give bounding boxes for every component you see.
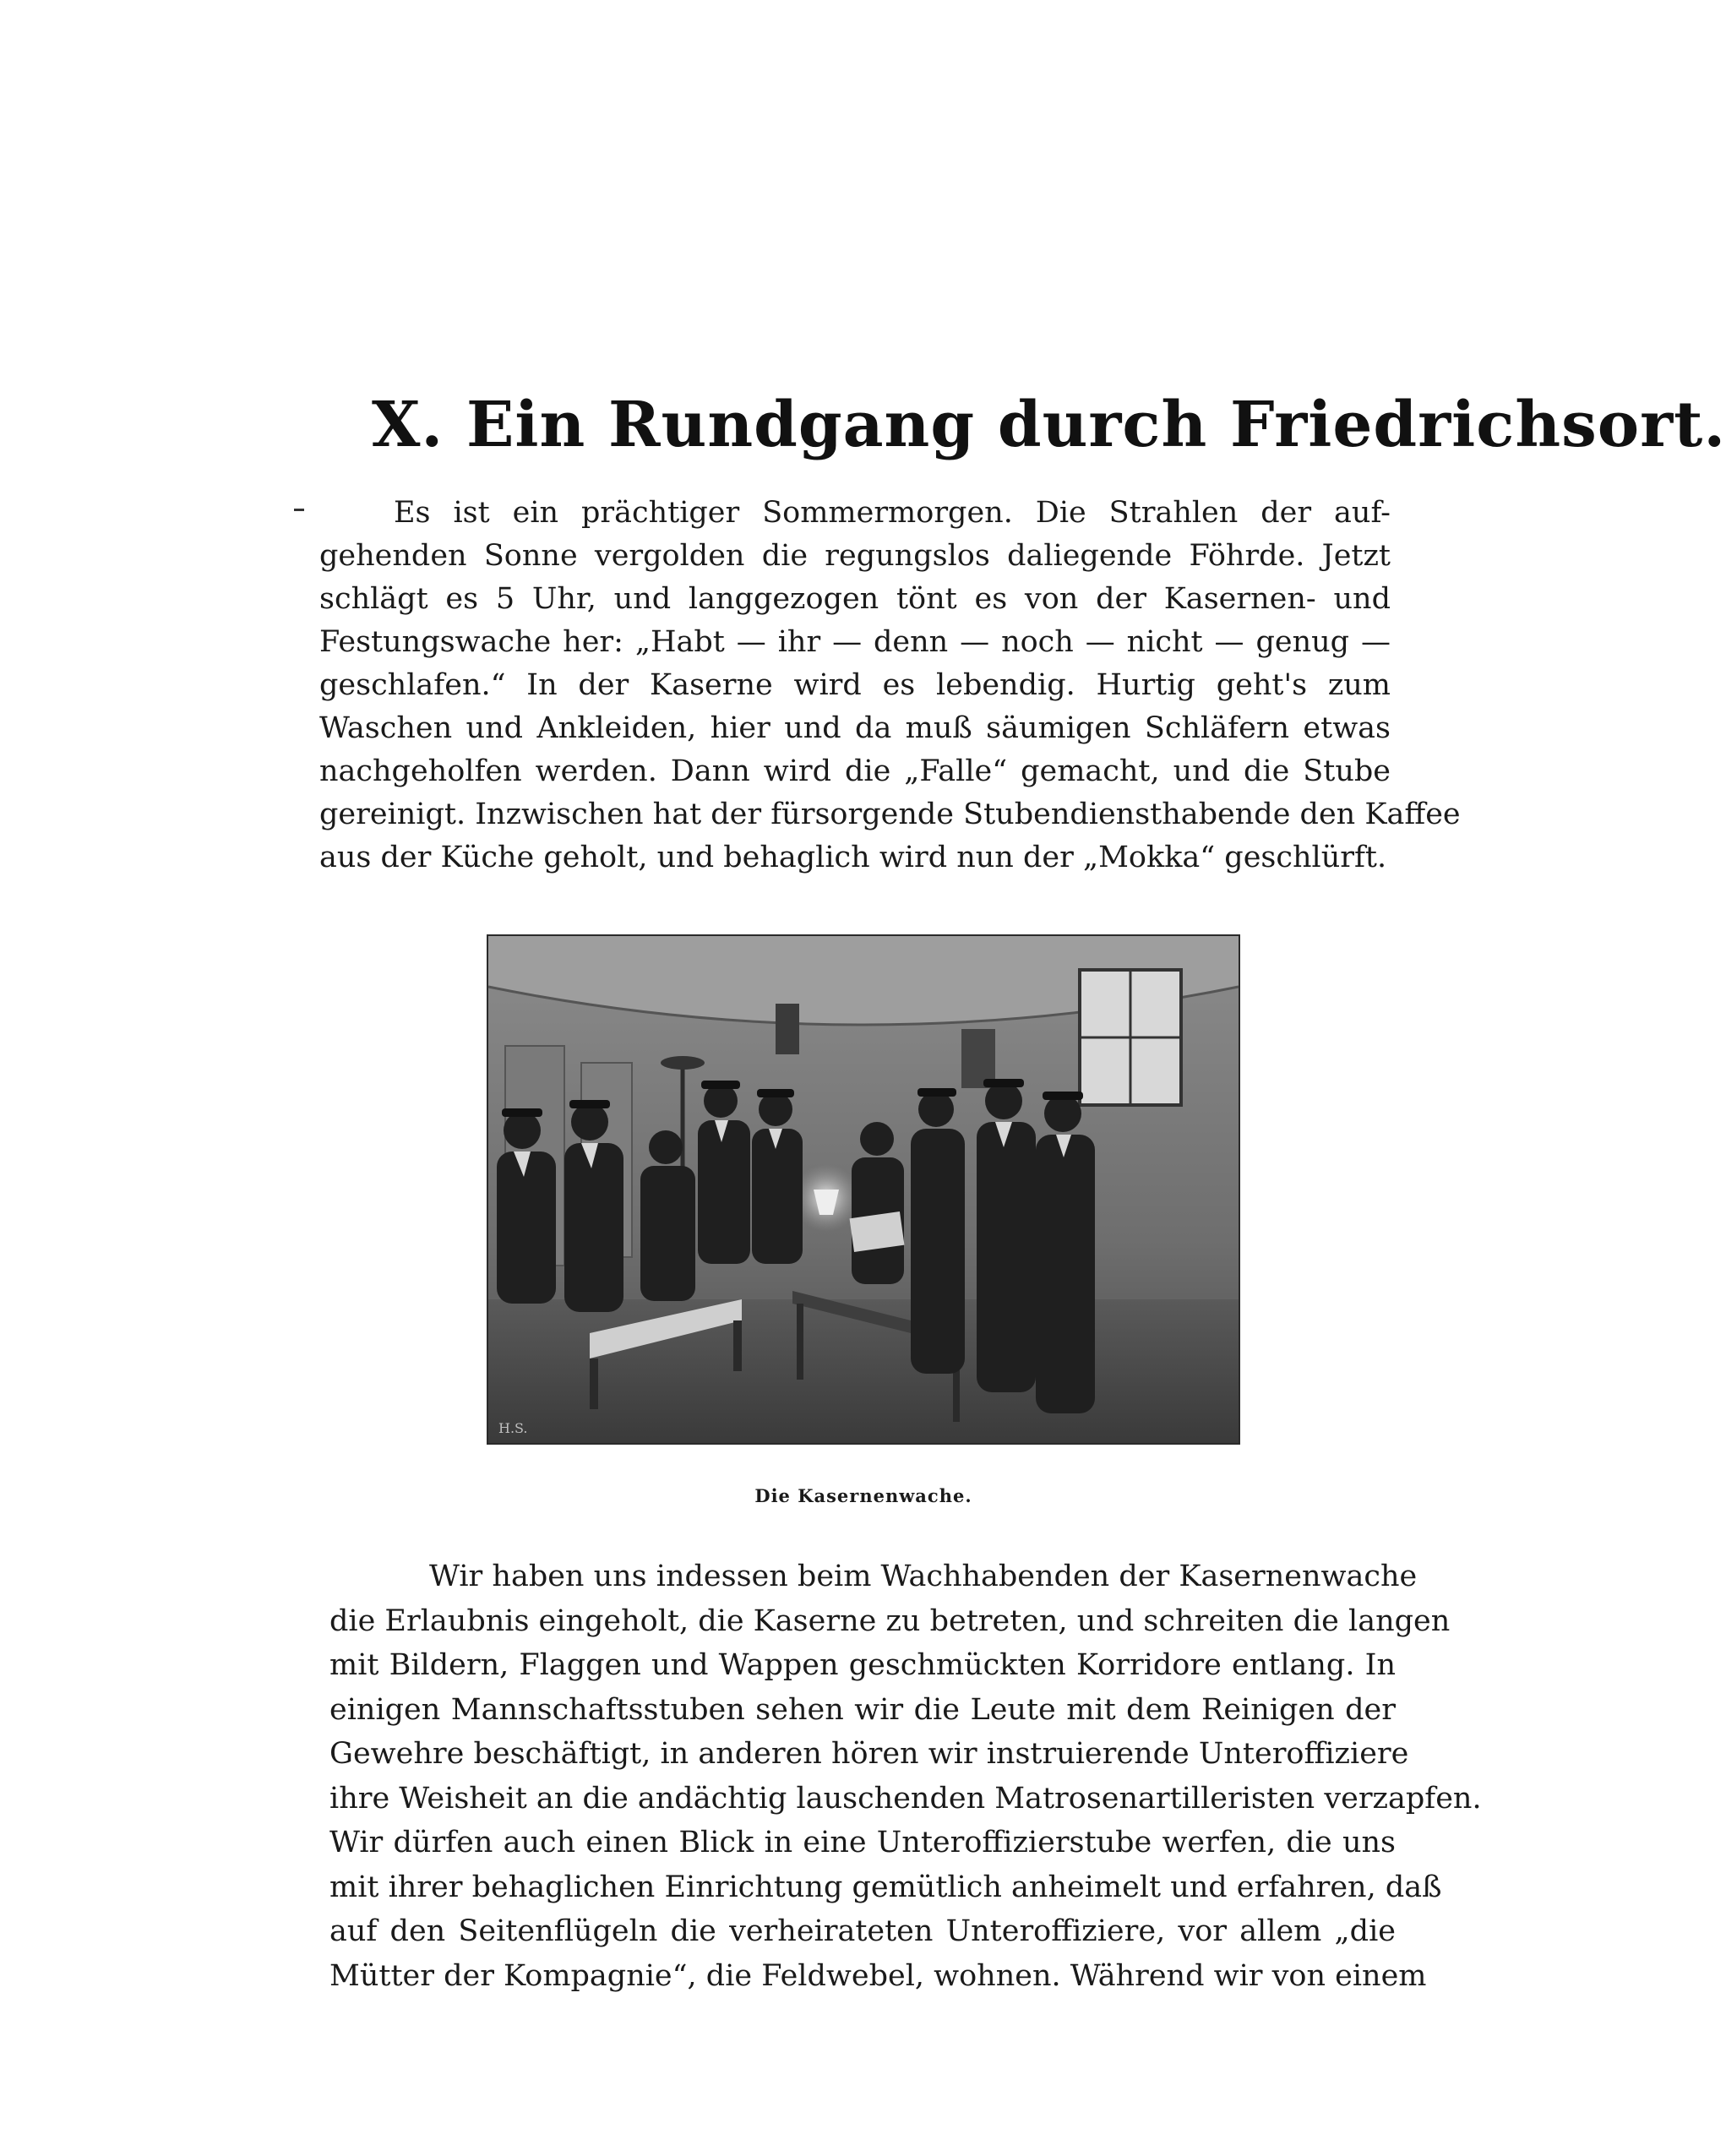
text-line: mit ihrer behaglichen Einrichtung gemütlich anheimelt und erfahren, daß — [329, 1870, 1442, 1904]
text-line: auf den Seitenflügeln die verheirateten Unteroffiziere, vor allem „die — [329, 1914, 1396, 1948]
paragraph-1 — [319, 492, 1461, 879]
text-line: gereinigt. Inzwischen hat der fürsorgende Stubendiensthabende den Kaffee — [319, 798, 1461, 831]
margin-mark — [294, 509, 304, 511]
text-line: geschlafen.“ In der Kaserne wird es lebendig. Hurtig geht's zum — [319, 668, 1391, 702]
text-line: aus der Küche geholt, und behaglich wird nun der „Mokka“ geschlürft. — [319, 841, 1387, 874]
photograph-illustration — [488, 936, 1239, 1443]
text-line: Mütter der Kompagnie“, die Feldwebel, wohnen. Während wir von einem — [329, 1958, 1427, 1993]
text-line: Wir dürfen auch einen Blick in eine Unteroffizierstube werfen, die uns — [329, 1826, 1396, 1859]
text-line: Festungswache her: „Habt — ihr — denn — noch — nicht — genug — — [319, 625, 1391, 659]
text-line: gehenden Sonne vergolden die regungslos daliegende Föhrde. Jetzt — [319, 539, 1391, 573]
figure-caption: Die Kasernenwache. — [754, 1485, 972, 1506]
text-line: schlägt es 5 Uhr, und langgezogen tönt es von der Kasernen- und — [319, 582, 1391, 616]
text-line: Gewehre beschäftigt, in anderen hören wir instruierende Unteroffiziere — [329, 1737, 1409, 1771]
text-line: ihre Weisheit an die andächtig lauschenden Matrosenartilleristen verzapfen. — [329, 1781, 1482, 1816]
text-line: mit Bildern, Flaggen und Wappen geschmückten Korridore entlang. In — [329, 1648, 1396, 1682]
text-line: einigen Mannschaftsstuben sehen wir die Leute mit dem Reinigen der — [329, 1692, 1396, 1727]
text-line: Es ist ein prächtiger Sommermorgen. Die Strahlen der auf- — [394, 496, 1391, 530]
svg-text:H.S.: H.S. — [498, 1420, 528, 1436]
text-line: die Erlaubnis eingeholt, die Kaserne zu betreten, und schreiten die langen — [329, 1603, 1451, 1638]
text-line: Waschen und Ankleiden, hier und da muß säumigen Schläfern etwas — [319, 711, 1391, 745]
text-line: nachgeholfen werden. Dann wird die „Falle“ gemacht, und die Stube — [319, 754, 1391, 788]
chapter-title: X. Ein Rundgang durch Friedrichsort. — [372, 389, 1726, 461]
photograph-guardroom — [487, 934, 1240, 1445]
text-line: Wir haben uns indessen beim Wachhabenden der Kasernenwache — [429, 1560, 1418, 1593]
paragraph-2 — [329, 1554, 1482, 1998]
